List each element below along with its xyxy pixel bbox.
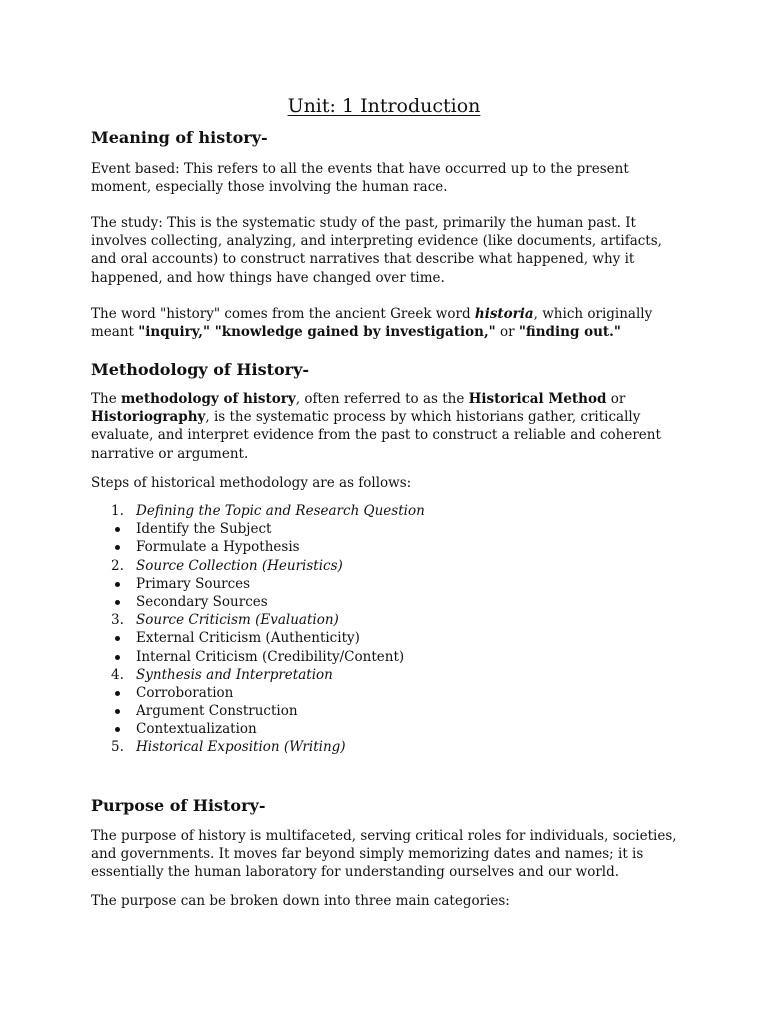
methodology-paragraph: The methodology of history, often referred to as the Historical Method or Historiography, is the systematic process by which historians gather, critically evaluate, and interpret evidence from the past to construct a reliable and coherent narrative or argument. <box>91 391 661 462</box>
bullet-icon <box>115 691 120 696</box>
steps-intro: Steps of historical methodology are as follows: <box>91 475 412 491</box>
meaning-paragraph-event: Event based: This refers to all the events that have occurred up to the present moment, especially those involving the human race. <box>91 161 629 196</box>
document-page: Unit: 1 Introduction Meaning of history- Event based: This refers to all the events that have occurred up to the present moment, especially those involving the human race. The study: This is the systematic study of the past, primarily the human past. It involves collecting, analyzing, and interpreting evidence (like documents, artifacts, and oral accounts) to construct narratives that describe what happened, why it happened, and how things have changed over time. The word "history" comes from the ancient Greek word historia, which originally meant "inquiry," "knowledge gained by investigation," or "finding out." Methodology of History- The methodology of history, often referred to as the Historical Method or Historiography, is the systematic process by which historians gather, critically evaluate, and interpret evidence from the past to construct a reliable and coherent narrative or argument. Steps of historical methodology are as follows: 1. Defining the Topic and Research Question Identify the Subject Formulate a Hypothesis 2. Source Collection (Heuristics) Primary Sources Secondary Sources 3. Source Criticism (Evaluation) External Criticism (Authenticity) Internal Criticism (Credibility/Content) 4. Synthesis and Interpretation Corroboration Argument Construction Contextualization 5. Historical Exposition (Writing) Purpose of History- The purpose of history is multifaceted, serving critical roles for individuals, societies, and governments. It moves far beyond simply memorizing dates and names; it is essentially the human laboratory for understanding ourselves and our world. The purpose can be broken down into three main categories: <box>0 0 768 1024</box>
meaning-paragraph-study: The study: This is the systematic study of the past, primarily the human past. It involves collecting, analyzing, and interpreting evidence (like documents, artifacts, and oral accounts) to construct narratives that describe what happened, why it happened, and how things have changed over time. <box>91 215 662 286</box>
purpose-heading: Purpose of History- <box>91 796 266 815</box>
historia-term: historia <box>474 306 534 322</box>
bullet-icon <box>115 545 120 550</box>
bullet-icon <box>115 527 120 532</box>
document-title: Unit: 1 Introduction <box>287 95 481 117</box>
bullet-icon <box>115 582 120 587</box>
bullet-icon <box>115 600 120 605</box>
bullet-icon <box>115 709 120 714</box>
methodology-heading: Methodology of History- <box>91 360 310 379</box>
meaning-heading: Meaning of history- <box>91 128 268 147</box>
purpose-categories-intro: The purpose can be broken down into three main categories: <box>91 893 510 909</box>
bullet-icon <box>115 655 120 660</box>
bullet-icon <box>115 727 120 732</box>
bullet-icon <box>115 636 120 641</box>
meaning-paragraph-etymology: The word "history" comes from the ancient Greek word historia, which originally meant "inquiry," "knowledge gained by investigation," or "finding out." <box>91 306 653 341</box>
purpose-paragraph: The purpose of history is multifaceted, serving critical roles for individuals, societies, and governments. It moves far beyond simply memorizing dates and names; it is essentially the human laboratory for understanding ourselves and our world. <box>91 828 677 881</box>
